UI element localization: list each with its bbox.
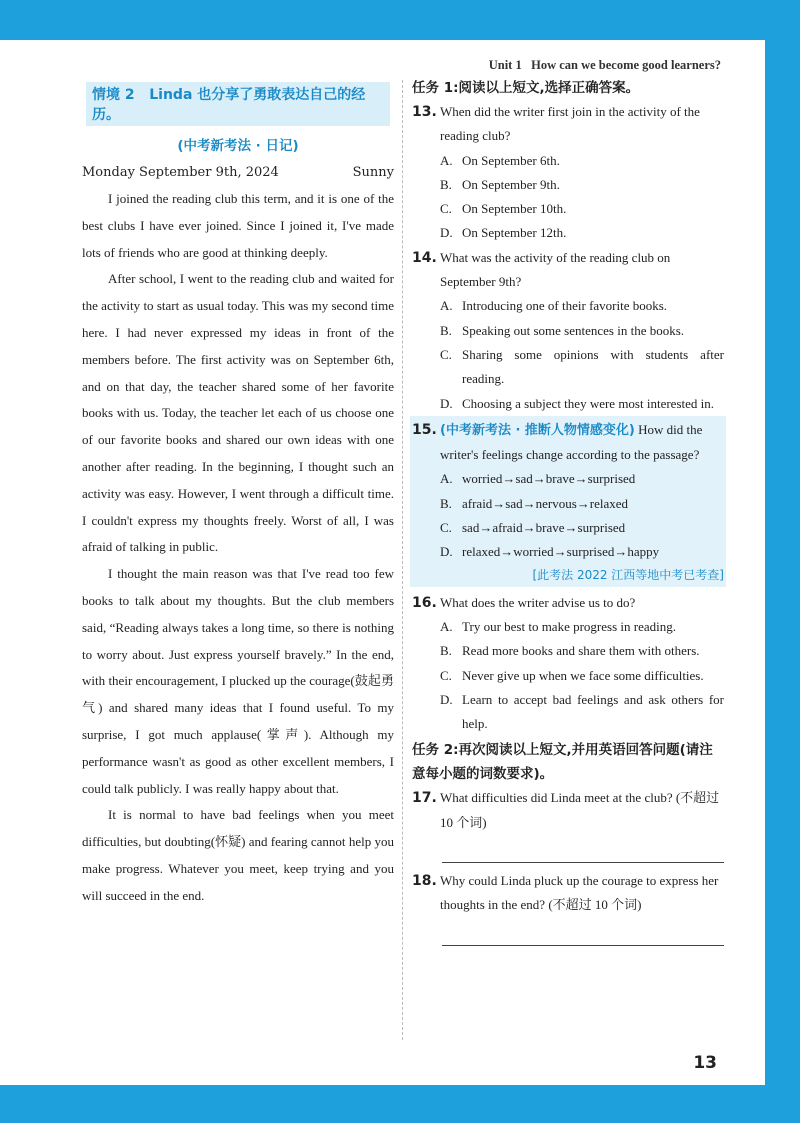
column-divider — [402, 80, 403, 1040]
option[interactable] — [412, 615, 724, 639]
context-title — [86, 82, 390, 126]
option-letter: B. — [440, 643, 452, 659]
option[interactable] — [412, 294, 724, 318]
task1-instruction: 任务 1:阅读以上短文,选择正确答案。 — [412, 80, 640, 96]
diary-paragraph: I thought the main reason was that I've read too few books to talk about my thoughts. But the club members said, “Reading always takes a long time, so there is nothing to worry about. Just express yourself bravely.” In the end, with their encouragement, I plucked up the courage(鼓起勇气) and shared many ideas that I found useful. To my surprise, I got much applause(掌声). Although my performance wasn't as good as other excellent members, I could talk publicly. I was really happy about that. — [82, 566, 394, 796]
option[interactable] — [412, 319, 724, 343]
option[interactable] — [412, 149, 724, 173]
question-number: 18. — [412, 873, 437, 890]
context-label: 情境 2 — [92, 87, 135, 103]
exam-note: [此考法 2022 江西等地中考已考查] — [532, 567, 724, 582]
option-letter: D. — [440, 544, 453, 560]
question-text: Why could Linda pluck up the courage to express her thoughts in the end? (不超过 10 个词) — [440, 873, 719, 913]
option-letter: D. — [440, 225, 453, 241]
option[interactable] — [412, 197, 724, 221]
option-letter: C. — [440, 520, 452, 536]
option-text: Try our best to make progress in reading. — [462, 618, 676, 634]
option[interactable] — [412, 639, 724, 663]
option-letter: A. — [440, 298, 453, 314]
option-letter: B. — [440, 322, 452, 338]
option-text: Learn to accept bad feelings and ask others for help. — [462, 691, 724, 732]
question-text: What difficulties did Linda meet at the club? (不超过 10 个词) — [440, 790, 720, 830]
option-text: afraid→sad→nervous→relaxed — [462, 495, 629, 511]
option[interactable] — [412, 664, 724, 688]
header-unit: Unit 1 — [488, 58, 522, 72]
diary-weather: Sunny — [352, 165, 394, 180]
option-letter: C. — [440, 346, 452, 362]
question-number: 14. — [412, 249, 437, 266]
option[interactable] — [412, 467, 724, 491]
passage-column — [82, 82, 394, 910]
question-text: When did the writer first join in the activity of the reading club? — [440, 104, 700, 144]
diary-paragraph: After school, I went to the reading club and waited for the activity to start as usual today. This was my second time here. I had never expressed my ideas in front of the members before. The first activity was on September 6th, and on that day, the teacher shared some of her favorite books with us. Today, the teacher let each of us choose one of our favorite books and shared our own ideas with one another after reading. In the beginning, I thought such an activity was easy. However, I went through a difficult time. I couldn't express my thoughts freely. Worst of all, I was afraid of talking in public. — [82, 271, 394, 555]
option-text: sad→afraid→brave→surprised — [462, 520, 626, 536]
option-letter: D. — [440, 691, 453, 707]
questions-column — [412, 76, 724, 950]
question-text: How did the writer's feelings change according to the passage? — [440, 421, 703, 463]
option-text: Speaking out some sentences in the books. — [462, 322, 685, 338]
option-text: Read more books and share them with others. — [462, 643, 700, 659]
page-number: 13 — [693, 1053, 717, 1073]
question-14 — [412, 246, 724, 416]
answer-line-18[interactable] — [442, 918, 724, 946]
option-text: On September 10th. — [462, 201, 567, 217]
option-text: On September 6th. — [462, 152, 560, 168]
question-number: 15. — [412, 421, 437, 438]
question-text: What does the writer advise us to do? — [440, 594, 636, 610]
page — [0, 40, 765, 1085]
header-title: How can we become good learners? — [531, 58, 721, 72]
context-title-text: Linda 也分享了勇敢表达自己的经历。 — [92, 87, 366, 123]
option[interactable] — [412, 343, 724, 392]
question-number: 17. — [412, 790, 437, 807]
option-letter: B. — [440, 176, 452, 192]
option[interactable] — [412, 688, 724, 737]
option-text: Sharing some opinions with students after reading. — [462, 346, 724, 387]
context-subtitle: (中考新考法 · 日记) — [177, 138, 299, 154]
option[interactable] — [412, 173, 724, 197]
diary-date: Monday September 9th, 2024 — [82, 165, 279, 180]
question-number: 16. — [412, 594, 437, 611]
diary-paragraph: It is normal to have bad feelings when you meet difficulties, but doubting(怀疑) and fearing cannot help you make progress. Whatever you meet, keep trying and you will succeed in the end. — [82, 807, 394, 903]
option-letter: B. — [440, 495, 452, 511]
question-17 — [412, 786, 724, 863]
question-number: 13. — [412, 104, 437, 120]
option-letter: A. — [440, 471, 453, 487]
option-letter: D. — [440, 395, 453, 411]
question-13 — [412, 100, 724, 246]
option[interactable] — [412, 221, 724, 245]
task2-instruction: 任务 2:再次阅读以上短文,并用英语回答问题(请注意每小题的词数要求)。 — [412, 742, 713, 783]
diary-paragraph: I joined the reading club this term, and it is one of the best clubs I have ever joined. Since I joined it, I've made lots of friends who are good at thinking deeply. — [82, 191, 394, 260]
answer-line-17[interactable] — [442, 835, 724, 863]
question-text: What was the activity of the reading club on September 9th? — [440, 249, 671, 290]
question-tag: (中考新考法 · 推断人物情感变化) — [440, 422, 635, 438]
option-text: Choosing a subject they were most interested in. — [462, 395, 715, 411]
option-text: On September 12th. — [462, 225, 567, 241]
question-16 — [412, 591, 724, 737]
option-letter: A. — [440, 152, 453, 168]
option-text: On September 9th. — [462, 176, 560, 192]
option-letter: C. — [440, 201, 452, 217]
option-letter: A. — [440, 618, 453, 634]
option-text: Introducing one of their favorite books. — [462, 298, 668, 314]
option[interactable] — [412, 392, 724, 416]
running-header — [489, 58, 721, 73]
question-15 — [410, 416, 726, 587]
option-text: relaxed→worried→surprised→happy — [462, 544, 660, 560]
option[interactable] — [412, 492, 724, 516]
question-18 — [412, 869, 724, 946]
option[interactable] — [412, 516, 724, 540]
option-text: worried→sad→brave→surprised — [462, 471, 636, 487]
diary-header — [82, 160, 394, 186]
option[interactable] — [412, 540, 724, 564]
option-letter: C. — [440, 667, 452, 683]
option-text: Never give up when we face some difficulties. — [462, 667, 704, 683]
